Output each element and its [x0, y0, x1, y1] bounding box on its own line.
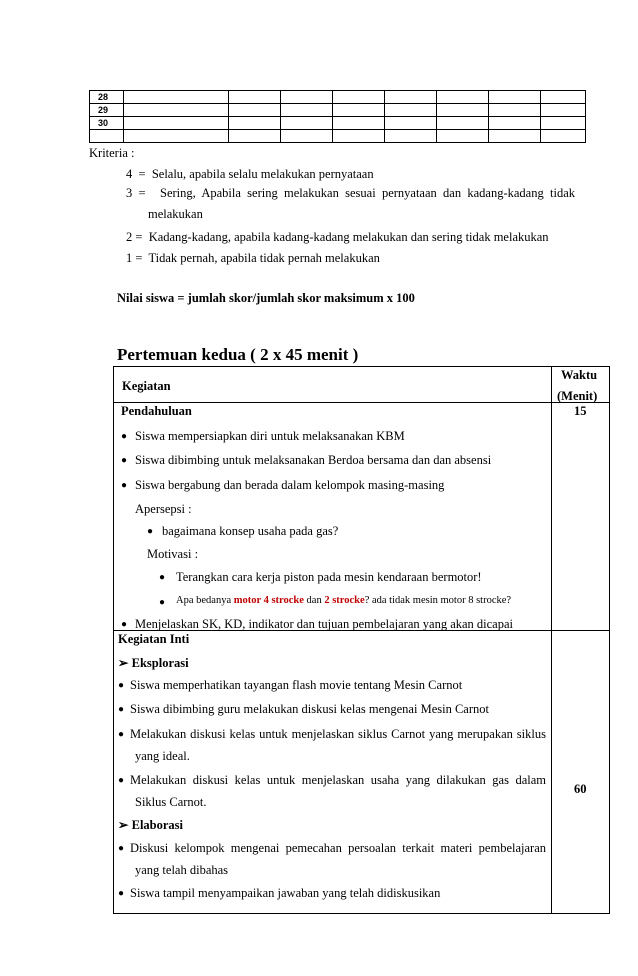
motivasi-item-2: Apa bedanya motor 4 strocke dan 2 strocke? ada tidak mesin motor 8 strocke?	[176, 595, 512, 606]
kriteria-label: Kriteria :	[89, 146, 135, 160]
kriteria-item-3-text-cont: melakukan	[148, 207, 203, 221]
elaborasi-item-1-cont: yang telah dibahas	[135, 863, 229, 877]
bullet-icon: ●	[121, 455, 128, 466]
score-table	[89, 90, 586, 143]
eksplorasi-item-2: Siswa dibimbing guru melakukan diskusi kelas mengenai Mesin Carnot	[130, 702, 489, 716]
eksplorasi-item-4-cont: Siklus Carnot.	[135, 795, 207, 809]
table-row	[90, 130, 586, 143]
row-number: 30	[90, 117, 124, 130]
bullet-icon: ●	[118, 704, 125, 715]
pendahuluan-time: 15	[574, 404, 587, 418]
table-row	[90, 104, 586, 117]
elaborasi-heading: ➢ Elaborasi	[118, 818, 184, 832]
table-row	[90, 117, 586, 130]
row-number: 29	[90, 104, 124, 117]
kriteria-item-3-text: Sering, Apabila sering melakukan sesuai pernyataan dan kadang-kadang tidak	[160, 186, 575, 200]
row-number	[90, 130, 124, 143]
pendahuluan-item-1: Siswa mempersiapkan diri untuk melaksanakan KBM	[135, 429, 405, 443]
apersepsi-label: Apersepsi :	[135, 502, 192, 516]
bullet-icon: ●	[118, 729, 125, 740]
bullet-icon: ●	[159, 597, 166, 608]
bullet-icon: ●	[118, 888, 125, 899]
apersepsi-item: bagaimana konsep usaha pada gas?	[162, 524, 339, 538]
header-kegiatan: Kegiatan	[122, 379, 171, 393]
kriteria-item-4: 4 = Selalu, apabila selalu melakukan pernyataan	[126, 167, 374, 181]
table-row	[90, 91, 586, 104]
bullet-icon: ●	[121, 480, 128, 491]
arrow-right-icon: ➢	[118, 656, 129, 670]
pendahuluan-item-2: Siswa dibimbing untuk melaksanakan Berdoa bersama dan dan absensi	[135, 453, 492, 467]
pendahuluan-item-4: Menjelaskan SK, KD, indikator dan tujuan pembelajaran yang akan dicapai	[135, 617, 514, 631]
inti-title: Kegiatan Inti	[118, 632, 190, 646]
nilai-formula: Nilai siswa = jumlah skor/jumlah skor maksimum x 100	[117, 291, 415, 305]
eksplorasi-heading: ➢ Eksplorasi	[118, 656, 189, 670]
eksplorasi-item-3: Melakukan diskusi kelas untuk menjelaskan siklus Carnot yang merupakan siklus	[130, 727, 546, 741]
eksplorasi-item-1: Siswa memperhatikan tayangan flash movie tentang Mesin Carnot	[130, 678, 463, 692]
motivasi-label: Motivasi :	[147, 547, 199, 561]
kriteria-item-3-num: 3 =	[126, 186, 146, 200]
bullet-icon: ●	[118, 680, 125, 691]
bullet-icon: ●	[159, 572, 166, 583]
pendahuluan-item-3: Siswa bergabung dan berada dalam kelompok masing-masing	[135, 478, 445, 492]
inti-time: 60	[574, 782, 587, 796]
section-title: Pertemuan kedua ( 2 x 45 menit )	[117, 345, 359, 364]
header-waktu: Waktu	[561, 368, 598, 382]
kriteria-item-1: 1 = Tidak pernah, apabila tidak pernah melakukan	[126, 251, 380, 265]
row-number: 28	[90, 91, 124, 104]
header-menit: (Menit)	[557, 389, 598, 403]
pendahuluan-title: Pendahuluan	[121, 404, 192, 418]
bullet-icon: ●	[118, 775, 125, 786]
eksplorasi-item-4: Melakukan diskusi kelas untuk menjelaskan usaha yang dilakukan gas dalam	[130, 773, 546, 787]
elaborasi-item-1: Diskusi kelompok mengenai pemecahan persoalan terkait materi pembelajaran	[130, 841, 546, 855]
kriteria-item-2: 2 = Kadang-kadang, apabila kadang-kadang melakukan dan sering tidak melakukan	[126, 230, 549, 244]
eksplorasi-item-3-cont: yang ideal.	[135, 749, 190, 763]
motivasi-item-1: Terangkan cara kerja piston pada mesin kendaraan bermotor!	[176, 570, 482, 584]
bullet-icon: ●	[121, 431, 128, 442]
arrow-right-icon: ➢	[118, 818, 129, 832]
bullet-icon: ●	[147, 526, 154, 537]
bullet-icon: ●	[118, 843, 125, 854]
bullet-icon: ●	[121, 619, 128, 630]
elaborasi-item-2: Siswa tampil menyampaikan jawaban yang telah didiskusikan	[130, 886, 441, 900]
